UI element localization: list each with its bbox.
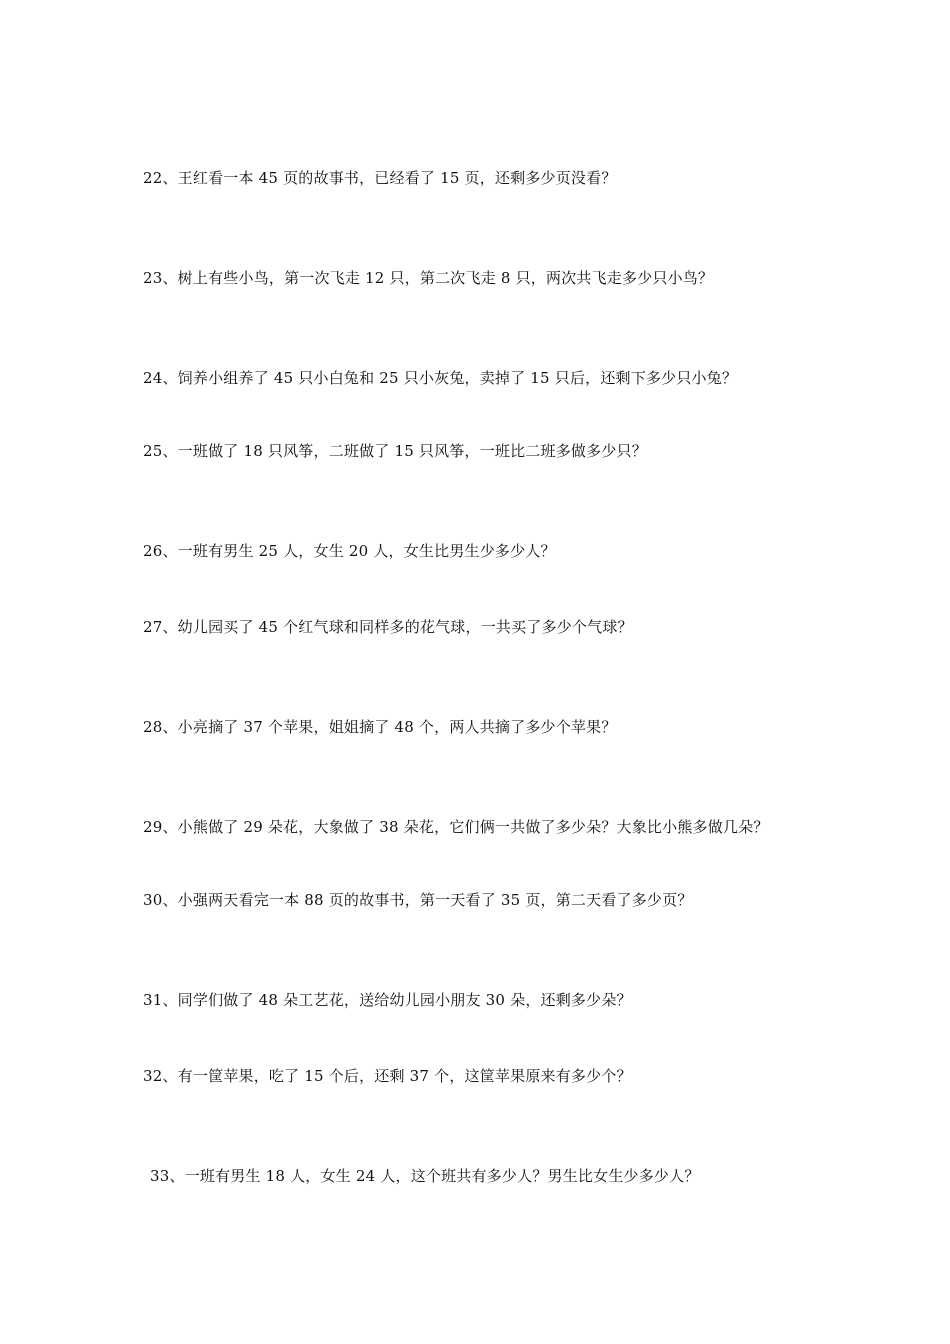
question-29: 29、小熊做了 29 朵花，大象做了 38 朵花，它们俩一共做了多少朵？大象比小熊多做几朵？	[143, 818, 769, 836]
question-23: 23、树上有些小鸟，第一次飞走 12 只，第二次飞走 8 只，两次共飞走多少只小鸟？	[143, 269, 714, 287]
question-30: 30、小强两天看完一本 88 页的故事书，第一天看了 35 页，第二天看了多少页？	[143, 891, 693, 909]
question-25: 25、一班做了 18 只风筝，二班做了 15 只风筝，一班比二班多做多少只？	[143, 442, 647, 460]
question-33: 33、一班有男生 18 人，女生 24 人，这个班共有多少人？男生比女生少多少人？	[150, 1167, 700, 1185]
question-28: 28、小亮摘了 37 个苹果，姐姐摘了 48 个，两人共摘了多少个苹果？	[143, 718, 617, 736]
question-31: 31、同学们做了 48 朵工艺花，送给幼儿园小朋友 30 朵，还剩多少朵？	[143, 991, 632, 1009]
question-27: 27、幼儿园买了 45 个红气球和同样多的花气球，一共买了多少个气球？	[143, 618, 633, 636]
question-32: 32、有一筐苹果，吃了 15 个后，还剩 37 个，这筐苹果原来有多少个？	[143, 1067, 632, 1085]
question-22: 22、王红看一本 45 页的故事书，已经看了 15 页，还剩多少页没看？	[143, 169, 617, 187]
question-26: 26、一班有男生 25 人，女生 20 人，女生比男生少多少人？	[143, 542, 556, 560]
question-24: 24、饲养小组养了 45 只小白兔和 25 只小灰兔，卖掉了 15 只后，还剩下多少只小兔？	[143, 369, 738, 387]
